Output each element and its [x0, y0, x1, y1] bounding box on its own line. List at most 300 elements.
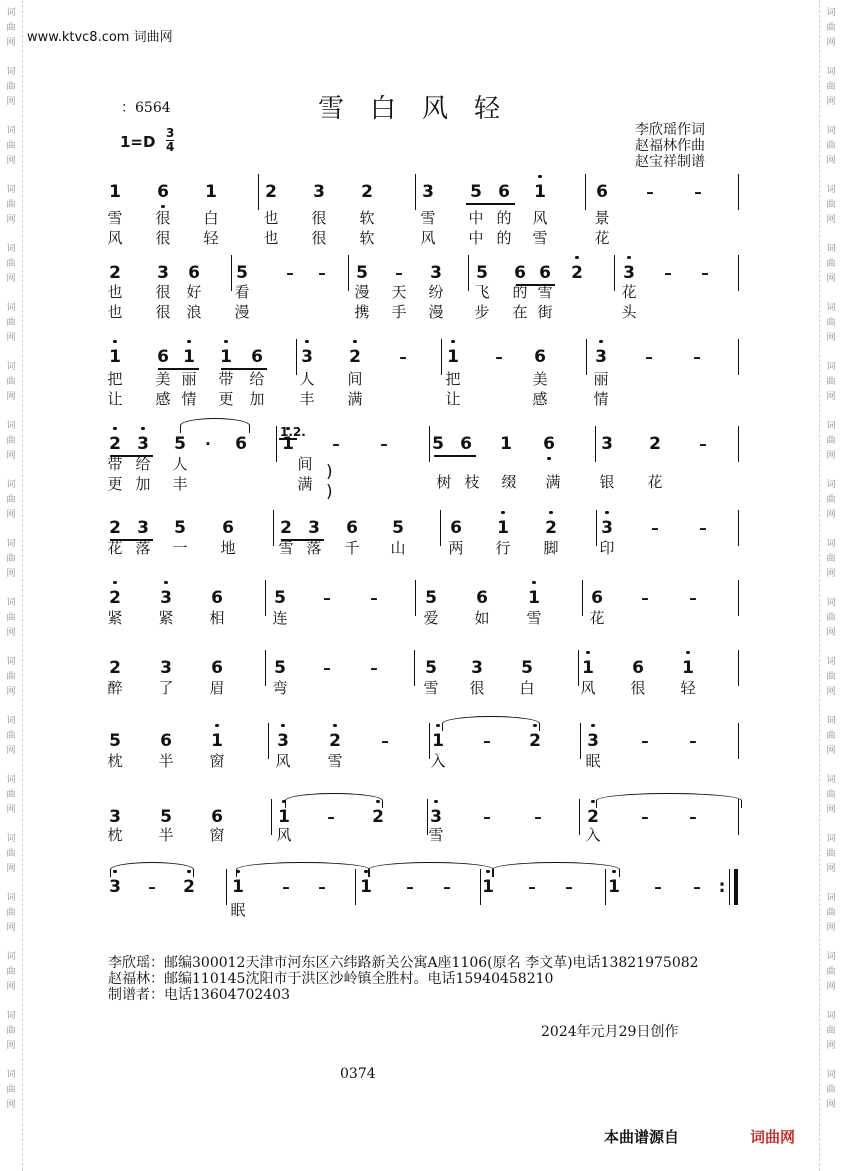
- watermark-char: 曲: [826, 967, 836, 977]
- watermark-char: 曲: [6, 1085, 16, 1095]
- lyric-verse-2: 满: [297, 475, 313, 493]
- lyric-verse-2: 软: [359, 229, 375, 247]
- lyric-brace: ): [326, 482, 333, 502]
- barline: [265, 650, 266, 686]
- jianpu-note: 6: [211, 658, 223, 678]
- watermark-char: 网: [6, 864, 16, 874]
- lyric-verse-2: 很: [155, 303, 171, 321]
- lyric-verse-2: 感: [155, 390, 171, 408]
- lyric-shared: 花: [647, 473, 663, 491]
- lyric-verse-2: 漫: [234, 303, 250, 321]
- creation-date: 2024年元月29日创作: [541, 1024, 679, 1040]
- watermark-char: 网: [826, 746, 836, 756]
- lyric-verse-1: 风: [580, 679, 596, 697]
- octave-dot-high: [575, 256, 578, 259]
- barline: [226, 869, 227, 905]
- watermark-char: 网: [6, 97, 16, 107]
- lyric-verse-1: 美: [532, 370, 548, 388]
- lyric-verse-2: 丰: [299, 390, 315, 408]
- lyric-verse-1: 雪: [526, 609, 542, 627]
- watermark-char: 网: [6, 156, 16, 166]
- watermark-char: 词: [6, 716, 16, 726]
- lyric-verse-1: 半: [158, 826, 174, 844]
- lyric-verse-2: 让: [445, 390, 461, 408]
- jianpu-note: 3: [430, 807, 442, 827]
- lyric-verse-1: 爱: [423, 609, 439, 627]
- watermark-char: 词: [826, 716, 836, 726]
- lyric-verse-2: 丰: [172, 475, 188, 493]
- lyric-verse-2: 更: [107, 475, 123, 493]
- watermark-char: 曲: [6, 613, 16, 623]
- lyric-verse-1: 丽: [593, 370, 609, 388]
- watermark-char: 网: [6, 510, 16, 520]
- jianpu-note: 2: [529, 731, 541, 751]
- barline: [738, 426, 739, 462]
- octave-dot-high: [333, 724, 336, 727]
- jianpu-note: 5: [425, 588, 437, 608]
- dash-extension: –: [689, 589, 697, 607]
- barline: [415, 580, 416, 616]
- jianpu-note: 2: [545, 518, 557, 538]
- jianpu-note: 6: [251, 347, 263, 367]
- lyric-verse-1: 好: [186, 283, 202, 301]
- dash-extension: –: [332, 435, 340, 453]
- dash-extension: –: [406, 878, 414, 896]
- watermark-char: 词: [6, 480, 16, 490]
- lyric-brace: ): [326, 462, 333, 482]
- dash-extension: –: [370, 589, 378, 607]
- octave-dot-low: [161, 205, 164, 208]
- jianpu-note: 3: [601, 518, 613, 538]
- jianpu-note: 1: [534, 182, 546, 202]
- lyric-verse-1: 印: [599, 539, 615, 557]
- lyric-verse-1: 千: [344, 539, 360, 557]
- octave-dot-high: [141, 427, 144, 430]
- time-signature-top: 3: [166, 126, 175, 140]
- lyric-verse-2: 很: [155, 229, 171, 247]
- watermark-char: 词: [826, 126, 836, 136]
- lyric-verse-1: 眉: [209, 679, 225, 697]
- jianpu-note: 2: [109, 588, 121, 608]
- jianpu-note: 6: [211, 807, 223, 827]
- watermark-char: 词: [826, 244, 836, 254]
- watermark-char: 词: [6, 421, 16, 431]
- octave-dot-high: [113, 340, 116, 343]
- watermark-char: 词: [826, 8, 836, 18]
- lyric-verse-1: 入: [585, 826, 601, 844]
- footer-line-lyricist: 李欣瑶：邮编300012天津市河东区六纬路新关公寓A座1106(原名 李文革)电话13821975082: [108, 955, 699, 971]
- lyric-verse-2: 满: [347, 390, 363, 408]
- jianpu-note: 3: [277, 731, 289, 751]
- barline: [415, 174, 416, 210]
- lyric-verse-1: 落: [135, 539, 151, 557]
- slur-arc: [442, 716, 540, 731]
- jianpu-note: 3: [157, 263, 169, 283]
- octave-dot-high: [549, 511, 552, 514]
- dash-extension: –: [323, 589, 331, 607]
- jianpu-note: 2: [587, 807, 599, 827]
- lyric-verse-1: 软: [359, 209, 375, 227]
- lyric-verse-1: 很: [155, 209, 171, 227]
- jianpu-note: 1: [109, 182, 121, 202]
- watermark-char: 网: [826, 333, 836, 343]
- lyric-verse-1: 窗: [209, 826, 225, 844]
- jianpu-note: 1: [482, 877, 494, 897]
- lyric-verse-2: 街: [537, 303, 553, 321]
- lyric-verse-1: 醉: [107, 679, 123, 697]
- jianpu-note: 2: [649, 434, 661, 454]
- watermark-char: 词: [6, 952, 16, 962]
- watermark-char: 词: [6, 244, 16, 254]
- barline: [429, 426, 430, 462]
- lyric-verse-1: 雪: [327, 752, 343, 770]
- lyric-verse-1: 风: [276, 826, 292, 844]
- watermark-char: 词: [6, 1070, 16, 1080]
- octave-dot-high: [451, 340, 454, 343]
- jianpu-note: 2: [109, 518, 121, 538]
- barline: [585, 174, 586, 210]
- lyric-verse-1: 飞: [474, 283, 490, 301]
- barline: [738, 174, 739, 210]
- jianpu-note: 3: [308, 518, 320, 538]
- octave-dot-high: [501, 511, 504, 514]
- watermark-char: 词: [826, 952, 836, 962]
- dash-extension: –: [443, 878, 451, 896]
- time-signature-bottom: 4: [166, 140, 175, 154]
- dash-extension: –: [323, 659, 331, 677]
- lyric-verse-1: 人: [172, 455, 188, 473]
- lyric-verse-1: 相: [209, 609, 225, 627]
- barline: [258, 174, 259, 210]
- lyric-verse-1: 丽: [181, 370, 197, 388]
- watermark-char: 曲: [6, 790, 16, 800]
- barline: [595, 426, 596, 462]
- lyric-verse-1: 的: [496, 209, 512, 227]
- watermark-char: 词: [826, 893, 836, 903]
- repeat-sign: :: [718, 877, 726, 897]
- arranger-credit: 赵宝祥制谱: [635, 154, 705, 170]
- slur-arc: [236, 862, 370, 877]
- jianpu-note: 3: [109, 877, 121, 897]
- watermark-char: 曲: [6, 495, 16, 505]
- lyric-verse-2: 很: [311, 229, 327, 247]
- octave-dot-low: [547, 457, 550, 460]
- watermark-char: 曲: [6, 259, 16, 269]
- jianpu-note: 3: [160, 588, 172, 608]
- jianpu-note: 1: [682, 658, 694, 678]
- watermark-char: 曲: [6, 82, 16, 92]
- watermark-char: 网: [6, 392, 16, 402]
- lyric-verse-1: 窗: [209, 752, 225, 770]
- footer-line-arranger: 制谱者：电话13604702403: [108, 987, 290, 1003]
- octave-dot-high: [215, 724, 218, 727]
- lyric-verse-1: 带: [107, 455, 123, 473]
- lyric-verse-1: 入: [430, 752, 446, 770]
- barline: [614, 255, 615, 291]
- watermark-char: 网: [6, 569, 16, 579]
- dash-extension: –: [534, 808, 542, 826]
- dash-extension: –: [689, 732, 697, 750]
- watermark-char: 网: [6, 38, 16, 48]
- jianpu-note: 3: [471, 658, 483, 678]
- jianpu-note: 1: [232, 877, 244, 897]
- lyric-verse-2: 花: [594, 229, 610, 247]
- watermark-char: 网: [826, 982, 836, 992]
- watermark-char: 词: [6, 1011, 16, 1021]
- lyric-verse-1: 连: [272, 609, 288, 627]
- watermark-char: 曲: [6, 200, 16, 210]
- watermark-char: 曲: [6, 23, 16, 33]
- lyric-verse-1: 雪: [278, 539, 294, 557]
- dash-extension: –: [565, 878, 573, 896]
- octave-dot-high: [627, 256, 630, 259]
- lyric-shared: 银: [599, 473, 615, 491]
- jianpu-note: 6: [450, 518, 462, 538]
- watermark-char: 词: [826, 598, 836, 608]
- watermark-char: 网: [826, 805, 836, 815]
- jianpu-note: 3: [430, 263, 442, 283]
- watermark-char: 曲: [6, 672, 16, 682]
- dash-extension: –: [148, 878, 156, 896]
- dash-extension: –: [699, 519, 707, 537]
- barline: [276, 426, 277, 462]
- watermark-char: 词: [826, 775, 836, 785]
- slur-arc: [492, 862, 620, 877]
- volta-bracket-label: 1.2.: [280, 425, 306, 439]
- jianpu-note: 5: [109, 731, 121, 751]
- lyric-verse-1: 紧: [158, 609, 174, 627]
- watermark-char: 词: [6, 126, 16, 136]
- watermark-char: 词: [6, 657, 16, 667]
- lyric-verse-2: 更: [218, 390, 234, 408]
- site-name[interactable]: 词曲网: [133, 30, 173, 45]
- jianpu-note: 3: [601, 434, 613, 454]
- watermark-char: 网: [826, 97, 836, 107]
- lyric-verse-1: 雪: [537, 283, 553, 301]
- octave-dot-high: [224, 340, 227, 343]
- lyric-verse-2: 在: [512, 303, 528, 321]
- watermark-char: 网: [6, 1041, 16, 1051]
- watermark-char: 曲: [6, 1026, 16, 1036]
- octave-dot-high: [164, 581, 167, 584]
- watermark-char: 网: [826, 451, 836, 461]
- jianpu-note: 6: [534, 347, 546, 367]
- jianpu-note: 6: [188, 263, 200, 283]
- lyric-shared: 枝: [464, 473, 480, 491]
- watermark-char: 曲: [826, 318, 836, 328]
- page-number: 0374: [340, 1066, 376, 1082]
- lyric-verse-1: 景: [594, 209, 610, 227]
- lyric-verse-1: 眠: [585, 752, 601, 770]
- watermark-char: 曲: [6, 849, 16, 859]
- jianpu-note: 5: [425, 658, 437, 678]
- barline: [738, 580, 739, 616]
- dash-extension: –: [641, 732, 649, 750]
- jianpu-note: 3: [313, 182, 325, 202]
- lyric-verse-1: 很: [630, 679, 646, 697]
- lyric-verse-2: 情: [181, 390, 197, 408]
- jianpu-note: 5: [521, 658, 533, 678]
- watermark-char: 曲: [826, 436, 836, 446]
- jianpu-note: 1: [109, 347, 121, 367]
- jianpu-note: 1: [278, 807, 290, 827]
- watermark-char: 网: [826, 923, 836, 933]
- dash-extension: –: [483, 808, 491, 826]
- jianpu-note: 5: [160, 807, 172, 827]
- watermark-char: 曲: [826, 672, 836, 682]
- dash-extension: –: [664, 264, 672, 282]
- dash-extension: –: [701, 264, 709, 282]
- watermark-char: 网: [826, 569, 836, 579]
- lyric-verse-2: 携: [354, 303, 370, 321]
- site-url[interactable]: www.ktvc8.com: [27, 30, 130, 45]
- watermark-char: 曲: [826, 82, 836, 92]
- watermark-char: 曲: [6, 908, 16, 918]
- watermark-char: 曲: [6, 436, 16, 446]
- lyric-verse-1: 地: [220, 539, 236, 557]
- lyric-verse-1: 风: [532, 209, 548, 227]
- jianpu-note: 3: [137, 518, 149, 538]
- lyric-verse-1: 雪: [420, 209, 436, 227]
- jianpu-note: 6: [460, 434, 472, 454]
- jianpu-note: 6: [346, 518, 358, 538]
- jianpu-note: 2: [109, 658, 121, 678]
- jianpu-note: 3: [623, 263, 635, 283]
- lyric-verse-1: 把: [107, 370, 123, 388]
- jianpu-note: 6: [539, 263, 551, 283]
- right-watermark-strip: [819, 0, 842, 1171]
- watermark-char: 曲: [6, 377, 16, 387]
- jianpu-note: 1: [360, 877, 372, 897]
- jianpu-note: 6: [476, 588, 488, 608]
- watermark-char: 曲: [826, 200, 836, 210]
- watermark-char: 词: [826, 67, 836, 77]
- watermark-char: 词: [6, 539, 16, 549]
- song-id: ：6564: [121, 100, 171, 116]
- jianpu-note: 5: [174, 518, 186, 538]
- barline: [440, 510, 441, 546]
- jianpu-note: 6: [591, 588, 603, 608]
- jianpu-note: 6: [157, 182, 169, 202]
- lyric-verse-2: 感: [532, 390, 548, 408]
- lyric-verse-2: 让: [107, 390, 123, 408]
- lyric-verse-1: 美: [155, 370, 171, 388]
- watermark-char: 曲: [826, 849, 836, 859]
- watermark-char: 网: [826, 1100, 836, 1110]
- jianpu-note: 5: [356, 263, 368, 283]
- dash-extension: –: [646, 183, 654, 201]
- lyric-verse-1: 雪: [423, 679, 439, 697]
- watermark-char: 网: [6, 746, 16, 756]
- barline: [738, 650, 739, 686]
- jianpu-note: 3: [160, 658, 172, 678]
- jianpu-note: 1: [432, 731, 444, 751]
- watermark-char: 网: [6, 628, 16, 638]
- dash-extension: –: [645, 348, 653, 366]
- watermark-char: 曲: [826, 23, 836, 33]
- lyric-verse-2: 也: [263, 229, 279, 247]
- lyric-verse-1: 花: [107, 539, 123, 557]
- beam-underline: [434, 455, 476, 457]
- slur-arc: [596, 793, 742, 808]
- lyric-verse-2: 风: [420, 229, 436, 247]
- watermark-char: 词: [6, 362, 16, 372]
- watermark-char: 曲: [6, 967, 16, 977]
- lyric-verse-2: 风: [107, 229, 123, 247]
- lyric-verse-1: 脚: [543, 539, 559, 557]
- jianpu-note: 2: [349, 347, 361, 367]
- dash-extension: –: [370, 659, 378, 677]
- lyric-verse-1: 很: [311, 209, 327, 227]
- jianpu-note: 3: [587, 731, 599, 751]
- jianpu-note: 1: [220, 347, 232, 367]
- watermark-char: 网: [6, 274, 16, 284]
- source-brand-link[interactable]: 词曲网: [750, 1128, 796, 1146]
- lyric-verse-1: 也: [263, 209, 279, 227]
- barline: [586, 339, 587, 375]
- watermark-char: 网: [826, 38, 836, 48]
- octave-dot-high: [591, 800, 594, 803]
- lyric-verse-1: 中: [468, 209, 484, 227]
- octave-dot-high: [436, 724, 439, 727]
- jianpu-note: 1: [582, 658, 594, 678]
- jianpu-note: 6: [235, 434, 247, 454]
- lyric-verse-1: 很: [469, 679, 485, 697]
- beam-underline: [466, 203, 515, 205]
- jianpu-note: 2: [329, 731, 341, 751]
- lyric-verse-1: 两: [448, 539, 464, 557]
- lyric-verse-1: 给: [249, 370, 265, 388]
- footer-notes: [108, 955, 699, 1003]
- watermark-char: 词: [6, 67, 16, 77]
- jianpu-note: 6: [222, 518, 234, 538]
- watermark-char: 网: [6, 451, 16, 461]
- dash-extension: –: [483, 732, 491, 750]
- octave-dot-high: [586, 651, 589, 654]
- jianpu-note: 1: [447, 347, 459, 367]
- lyricist-credit: 李欣瑶作词: [635, 122, 705, 138]
- dash-extension: –: [318, 264, 326, 282]
- watermark-char: 曲: [826, 495, 836, 505]
- barline: [738, 255, 739, 291]
- lyric-verse-1: 雪: [428, 826, 444, 844]
- octave-dot-high: [281, 724, 284, 727]
- lyric-verse-2: 也: [107, 303, 123, 321]
- octave-dot-high: [591, 724, 594, 727]
- jianpu-note: 5: [236, 263, 248, 283]
- lyric-verse-1: 如: [474, 609, 490, 627]
- watermark-char: 网: [6, 333, 16, 343]
- source-label: 本曲谱源自: [604, 1128, 680, 1146]
- watermark-char: 曲: [826, 1026, 836, 1036]
- watermark-char: 曲: [6, 318, 16, 328]
- slur-arc: [285, 793, 383, 808]
- dash-extension: –: [693, 878, 701, 896]
- jianpu-note: 6: [632, 658, 644, 678]
- barline: [414, 650, 415, 686]
- jianpu-note: 6: [498, 182, 510, 202]
- dash-extension: –: [381, 732, 389, 750]
- lyric-verse-1: 花: [621, 283, 637, 301]
- jianpu-note: 3: [595, 347, 607, 367]
- lyric-verse-1: 白: [519, 679, 535, 697]
- jianpu-note: 1: [608, 877, 620, 897]
- watermark-char: 曲: [826, 377, 836, 387]
- lyric-verse-1: 行: [495, 539, 511, 557]
- watermark-char: 曲: [826, 259, 836, 269]
- watermark-char: 词: [826, 539, 836, 549]
- lyric-shared: 缀: [501, 473, 517, 491]
